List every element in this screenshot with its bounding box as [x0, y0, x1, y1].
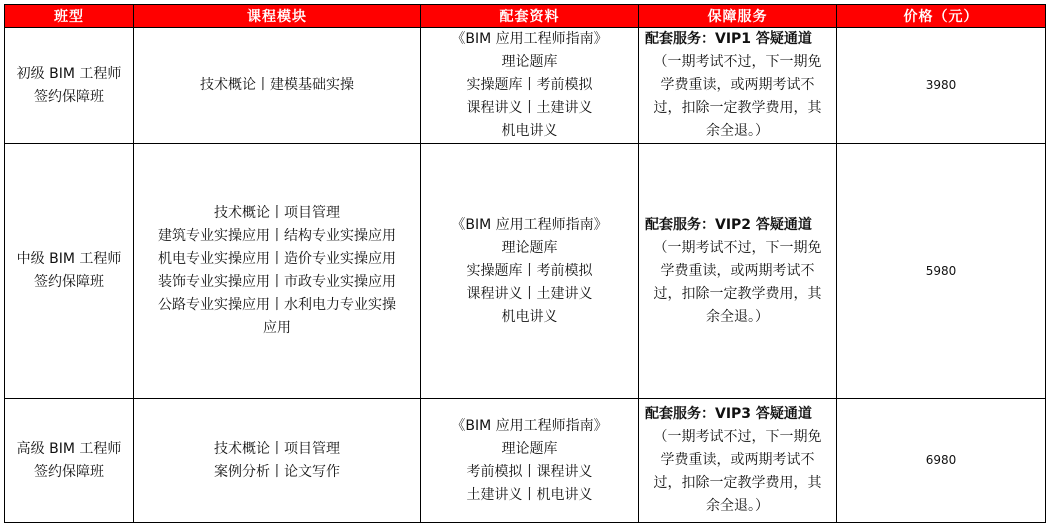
header-course-module: 课程模块: [134, 5, 421, 28]
module-line: 应用: [263, 320, 291, 336]
guarantee-line: 学费重读，或两期考试不: [660, 452, 815, 468]
guarantee-cell: [639, 28, 837, 144]
class-name-line: 高级 BIM 工程师: [16, 440, 122, 457]
material-line: 《BIM 应用工程师指南》: [451, 31, 608, 47]
module-line: 技术概论丨项目管理: [214, 205, 340, 221]
class-name-cell: [5, 28, 134, 144]
materials-cell: [421, 144, 639, 399]
material-line: 实操题库丨考前模拟: [466, 77, 593, 93]
class-name-line: 中级 BIM 工程师: [16, 251, 122, 267]
class-name-cell: [5, 399, 134, 523]
class-name-cell: [5, 144, 134, 399]
guarantee-cell: [639, 144, 837, 399]
material-line: 理论题库: [501, 239, 558, 256]
material-line: 《BIM 应用工程师指南》: [451, 216, 608, 233]
material-line: 理论题库: [501, 440, 558, 457]
guarantee-line: （一期考试不过，下一期免: [653, 429, 822, 445]
materials-cell: [421, 28, 639, 144]
guarantee-line: 余全退。）: [706, 308, 769, 325]
module-line: 技术概论丨建模基础实操: [200, 77, 354, 93]
material-line: 《BIM 应用工程师指南》: [451, 417, 608, 434]
material-line: 课程讲义丨土建讲义: [466, 285, 593, 302]
course-module-cell: [134, 144, 421, 399]
module-line: 公路专业实操应用丨水利电力专业实操: [158, 297, 396, 313]
class-name-line: 签约保障班: [34, 463, 104, 480]
table-row: [5, 144, 1046, 399]
materials-cell: [421, 399, 639, 523]
guarantee-line: 学费重读，或两期考试不: [660, 262, 815, 279]
guarantee-line: 学费重读，或两期考试不: [660, 77, 815, 93]
guarantee-line: 过，扣除一定教学费用，其: [653, 100, 822, 116]
module-line: 技术概论丨项目管理: [214, 440, 340, 457]
material-line: 考前模拟丨课程讲义: [466, 463, 593, 480]
material-line: 课程讲义丨土建讲义: [466, 100, 593, 116]
course-pricing-table: [4, 4, 1046, 523]
guarantee-title: 配套服务：VIP2 答疑通道: [645, 216, 812, 233]
price-cell: 3980: [837, 28, 1046, 144]
header-row: [5, 5, 1046, 28]
header-price: 价格（元）: [837, 5, 1046, 28]
material-line: 土建讲义丨机电讲义: [466, 486, 593, 503]
price-cell: 5980: [837, 144, 1046, 399]
module-line: 建筑专业实操应用丨结构专业实操应用: [158, 228, 396, 244]
material-line: 机电讲义: [501, 308, 558, 325]
course-module-cell: [134, 399, 421, 523]
guarantee-cell: [639, 399, 837, 523]
price-cell: 6980: [837, 399, 1046, 523]
guarantee-line: 余全退。）: [706, 123, 769, 139]
course-module-cell: [134, 28, 421, 144]
class-name-line: 签约保障班: [34, 88, 104, 105]
header-materials: 配套资料: [421, 5, 639, 28]
table-row: [5, 28, 1046, 144]
module-line: 装饰专业实操应用丨市政专业实操应用: [158, 274, 396, 290]
class-name-line: 签约保障班: [34, 274, 104, 290]
header-class-type: 班型: [5, 5, 134, 28]
module-line: 机电专业实操应用丨造价专业实操应用: [158, 251, 396, 267]
table-row: [5, 399, 1046, 523]
guarantee-line: （一期考试不过，下一期免: [653, 54, 822, 70]
module-line: 案例分析丨论文写作: [214, 463, 340, 480]
guarantee-title: 配套服务：VIP3 答疑通道: [645, 406, 812, 422]
material-line: 理论题库: [501, 54, 558, 70]
material-line: 机电讲义: [501, 123, 558, 139]
class-name-line: 初级 BIM 工程师: [16, 65, 122, 82]
guarantee-line: （一期考试不过，下一期免: [653, 239, 822, 256]
header-guarantee: 保障服务: [639, 5, 837, 28]
guarantee-title: 配套服务：VIP1 答疑通道: [645, 31, 812, 47]
guarantee-line: 过，扣除一定教学费用，其: [653, 475, 822, 491]
guarantee-line: 余全退。）: [706, 498, 769, 514]
guarantee-line: 过，扣除一定教学费用，其: [653, 285, 822, 302]
material-line: 实操题库丨考前模拟: [466, 262, 593, 279]
